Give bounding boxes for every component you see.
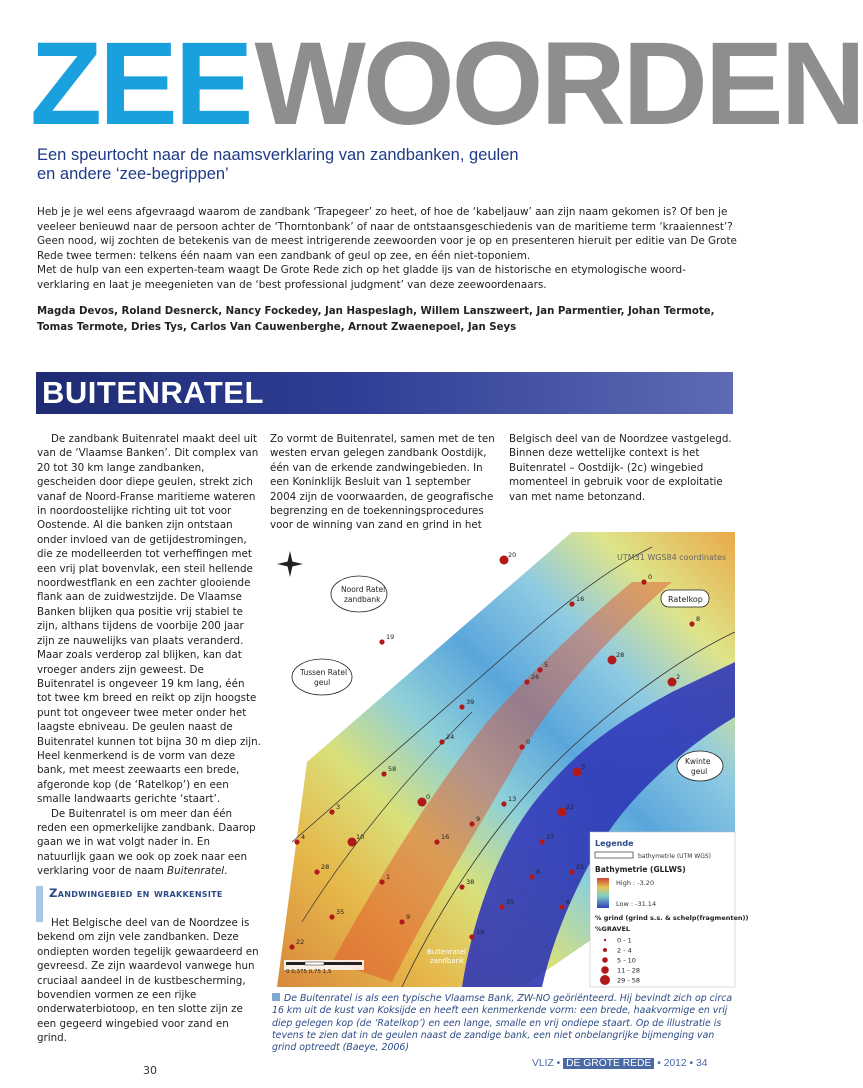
col1-p2-italic: Buitenratel	[167, 865, 225, 878]
figure-caption	[272, 993, 735, 1054]
label-kwinte-1: Kwinte	[685, 757, 711, 766]
depth-number: 6	[536, 868, 541, 876]
label-kwinte-2: geul	[691, 767, 708, 776]
gravel-dot	[459, 704, 464, 709]
col1-p2-end: .	[224, 865, 228, 878]
footer-sep-2: •	[657, 1058, 661, 1069]
depth-number: 0	[648, 573, 653, 581]
col2-paragraph-1: Zo vormt de Buitenratel, samen met de ten westen ervan gelegen zandbank Oostdijk, één van de erkende zandwingebieden. In een Koninklijk Besluit van 1 september 2004 zijn de voorwaarden, de geografische begrenzing en de toekenningsprocedures voor de winning van zand en grind in het	[270, 433, 495, 532]
depth-number: 0	[526, 738, 531, 746]
legend-class-dot	[602, 957, 608, 963]
label-noord-ratel	[331, 576, 387, 612]
depth-number: 38	[466, 878, 475, 886]
scale-label: 0 0,375 0,75 1,5	[286, 969, 332, 975]
col1-paragraph-1: De zandbank Buitenratel maakt deel uit van de ‘Vlaamse Banken’. Dit complex van 20 tot 30 km lange zandbanken, gescheiden door diepe geulen, strekt zich vanaf de Noord-Franse maritieme wateren in noordoostelijke richting uit tot voor Oostende. Al die banken zijn ontstaan onder invloed van de getijdestromingen, die ze modelleerden tot verheffingen met een vrij plat bovenvlak, een steil hellende noordwestflank en een zachter glooiende flank aan de zuidwestzijde. De Vlaamse Banken blijken qua positie vrij stabiel te zijn, althans tijdens de voorbije 200 jaar zijn ze nauwelijks van plaats veranderd. Maar zoals verderop zal blijken, kan dat vroeger anders zijn geweest. De Buitenratel is ongeveer 19 km lang, één tot twee km breed en reikt op zijn hoogste punt tot ongeveer twee meter onder het laagste ebniveau. De geulen naast de Buitenratel kunnen tot bijna 30 m diep zijn. Heel kenmerkend is de vorm van deze bank, met meest zeewaarts een brede, afgeronde kop (de ‘Ratelkop’) en een smalle landwaarts gerichte ‘staart’.	[37, 433, 261, 806]
footer-sep-3: •	[689, 1058, 694, 1069]
depth-number: 6	[566, 898, 571, 906]
depth-number: 16	[576, 595, 585, 603]
depth-number: 16	[441, 833, 450, 841]
column-1-lower	[37, 916, 261, 1046]
gravel-dot	[289, 944, 294, 949]
map-legend	[590, 832, 748, 987]
label-kwinte	[677, 751, 723, 781]
label-ratelkop-text: Ratelkop	[668, 595, 703, 604]
depth-number: 39	[466, 698, 475, 706]
legend-title: Legende	[595, 839, 634, 848]
depth-number: 24	[446, 733, 455, 741]
legend-low: Low : -31.14	[616, 900, 657, 908]
label-noord-ratel-2: zandbank	[344, 595, 381, 604]
legend-class-label: 5 - 10	[617, 956, 636, 965]
gravel-dot	[524, 679, 529, 684]
depth-number: 0	[426, 793, 431, 801]
legend-class-label: 11 - 28	[617, 966, 641, 975]
legend-class-dot	[600, 975, 610, 985]
legend-class-dot	[603, 948, 607, 952]
label-noord-ratel-1: Noord Ratel	[341, 585, 386, 594]
depth-number: 9	[476, 815, 481, 823]
gravel-dot	[519, 744, 524, 749]
subtitle-line-2: en andere ‘zee-begrippen’	[37, 165, 229, 183]
gravel-dot	[459, 884, 464, 889]
bathymetry-map	[272, 542, 749, 987]
label-tussen-ratel-1: Tussen Ratel	[300, 668, 348, 677]
section-title: BUITENRATEL	[42, 375, 264, 410]
depth-number: 3	[336, 803, 341, 811]
masthead-zee: ZEE	[30, 18, 251, 150]
gravel-dot	[537, 667, 542, 672]
depth-number: 5	[544, 661, 549, 669]
gravel-dot	[314, 869, 319, 874]
gravel-dot	[294, 839, 299, 844]
depth-number: 4	[301, 833, 306, 841]
depth-number: 37	[546, 833, 555, 841]
depth-number: 13	[508, 795, 517, 803]
masthead-woorden: WOORDEN	[254, 18, 863, 150]
caption-square-icon	[272, 993, 280, 1001]
label-ratelkop	[661, 590, 709, 607]
intro	[37, 205, 737, 293]
masthead	[30, 18, 863, 150]
gravel-dot	[439, 739, 444, 744]
depth-number: 9	[406, 913, 411, 921]
gravel-dot	[529, 874, 534, 879]
gravel-dot	[399, 919, 404, 924]
depth-number: 20	[508, 551, 517, 559]
footer-vliz: VLIZ	[532, 1058, 554, 1069]
legend-gravel-sub: %GRAVEL	[595, 925, 631, 933]
legend-gravel-title: % grind (grind s.s. & schelp(fragmenten))	[595, 914, 749, 922]
footer-sep-1: •	[556, 1058, 561, 1069]
depth-number: 3	[581, 763, 586, 771]
gravel-dot	[379, 879, 384, 884]
depth-number: 25	[576, 863, 585, 871]
gravel-dot	[539, 839, 544, 844]
depth-number: 22	[566, 803, 575, 811]
depth-number: 58	[388, 765, 397, 773]
depth-number: 35	[506, 898, 515, 906]
label-buitenratel	[427, 948, 466, 965]
depth-number: 28	[321, 863, 330, 871]
intro-paragraph-1: Heb je je wel eens afgevraagd waarom de zandbank ‘Trapegeer’ zo heet, of hoe de ‘kabeljauw’ aan zijn naam gekomen is? Of ben je veeleer benieuwd naar de persoon achter de ‘Thorntonbank’ of naar de ontstaansgeschiedenis van de maritieme term ‘kraaiennest’? Geen nood, wij zochten de betekenis van de meest intrigerende zeewoorden voor je op en presenteren hieruit per editie van De Grote Rede twee termen: telkens één naam van een zandbank of geul op zee, en één niet-toponiem.	[37, 206, 737, 262]
col1-paragraph-2	[37, 807, 261, 879]
label-tussen-ratel-2: geul	[314, 678, 331, 687]
subtitle-line-1: Een speurtocht naar de naamsverklaring van zandbanken, geulen	[37, 146, 519, 164]
depth-number: 22	[296, 938, 305, 946]
gravel-dot	[469, 934, 474, 939]
legend-class-label: 29 - 58	[617, 976, 641, 985]
depth-number: 8	[696, 615, 701, 623]
gravel-dot	[569, 601, 574, 606]
page-number-left: 30	[143, 1064, 157, 1077]
label-tussen-ratel	[292, 659, 352, 695]
legend-high: High : -3.20	[616, 879, 655, 887]
footer	[532, 1058, 707, 1069]
legend-class-label: 0 - 1	[617, 936, 632, 945]
depth-number: 28	[616, 651, 625, 659]
depth-number: 19	[476, 928, 485, 936]
depth-number: 26	[531, 673, 540, 681]
column-3	[509, 432, 735, 504]
footer-year: 2012	[663, 1058, 687, 1069]
column-2	[270, 432, 496, 533]
gravel-dot	[501, 801, 506, 806]
map-coord-label: UTM31 WGS84 coordinates	[617, 553, 727, 562]
depth-number: 35	[336, 908, 345, 916]
col1-p2-text: De Buitenratel is om meer dan één reden een opmerkelijke zandbank. Daarop gaan we in wat volgt nader in. En natuurlijk gaan we ook op zoek naar een verklaring voor de naam	[37, 807, 256, 878]
gravel-dot	[559, 904, 564, 909]
gravel-dot	[329, 809, 334, 814]
column-1	[37, 432, 261, 879]
footer-brand: DE GROTE REDE	[563, 1058, 654, 1069]
gravel-dot	[689, 621, 694, 626]
subtitle	[37, 146, 637, 184]
legend-class-label: 2 - 4	[617, 946, 632, 955]
col3-paragraph-1: Belgisch deel van de Noordzee vastgelegd. Binnen deze wettelijke context is het Buitenratel – Oostdijk- (2c) wingebied momenteel in gebruik voor de exploitatie van met name betonzand.	[509, 433, 732, 503]
depth-number: 1	[386, 873, 391, 881]
legend-bathy-title: Bathymetrie (GLLWS)	[595, 865, 686, 874]
footer-issue: 34	[696, 1058, 708, 1069]
gravel-dot	[329, 914, 334, 919]
depth-number: 10	[356, 833, 365, 841]
depth-number: 19	[386, 633, 395, 641]
authors: Magda Devos, Roland Desnerck, Nancy Fockedey, Jan Haspeslagh, Willem Lanszweert, Jan Parmentier, Johan Termote, Tomas Termote, Dries Tys, Carlos Van Cauwenberghe, Arnout Zwaenepoel, Jan Seys	[37, 306, 715, 333]
gravel-dot	[469, 821, 474, 826]
label-buitenratel-2: zandbank	[430, 957, 465, 965]
gravel-dot	[499, 904, 504, 909]
gravel-dot	[381, 771, 386, 776]
gravel-dot	[569, 869, 574, 874]
legend-class-dot	[601, 966, 609, 974]
legend-bathy-line: bathymetrie (UTM WGS)	[638, 853, 712, 860]
label-buitenratel-1: Buitenratel	[427, 948, 466, 956]
gravel-dot	[379, 639, 384, 644]
subhead-title: Zandwingebied en wrakkensite	[49, 886, 223, 900]
legend-class-dot	[604, 939, 606, 941]
depth-number: 2	[676, 673, 681, 681]
gravel-dot	[434, 839, 439, 844]
caption-text: De Buitenratel is als een typische Vlaamse Bank, ZW-NO geöriënteerd. Hij bevindt zich op circa 16 km uit de kust van Koksijde en heeft een kenmerkende vorm: een brede, haakvormige en vrij diep gelegen kop (de ‘Ratelkop’) en een lange, smalle en vrij ondiepe staart. Op de illustratie is tevens te zien dat in de geulen naast de zandige bank, een niet onbelangrijke bijmenging van grind optreedt (Baeye, 2006)	[272, 993, 733, 1054]
col4-paragraph-1: Het Belgische deel van de Noordzee is bekend om zijn vele zandbanken. Deze ondiepten worden tegelijk gewaardeerd en gevreesd. Ze zijn waardevol vanwege hun cruciaal aandeel in de kustbescherming, bovendien vormen ze een rijke onderwaterbiotoop, en ten slotte zijn ze een gegeerd wingebied voor zand en grind.	[37, 917, 259, 1045]
intro-paragraph-2: Met de hulp van een experten-team waagt De Grote Rede zich op het gladde ijs van de historische en etymologische woord-verklaring en laat je meegenieten van de ‘best professional judgment’ van deze zeewoordenaars.	[37, 264, 686, 291]
gravel-dot	[641, 579, 646, 584]
